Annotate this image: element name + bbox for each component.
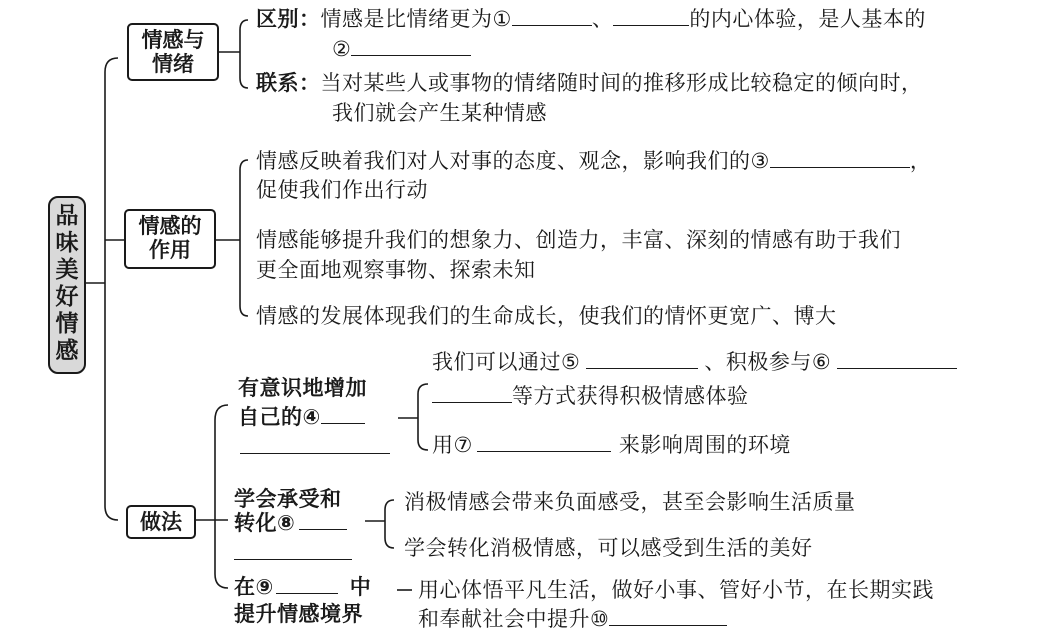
difference-label: 区别： [256,7,321,31]
blank-1b [613,3,689,26]
blank2-row [332,33,471,64]
sub2-item1: 消极情感会带来负面感受，甚至会影响生活质量 [404,490,856,514]
blank-7 [477,429,611,452]
blank-6b [432,380,512,403]
sub3-line2: 提升情感境界 [234,602,363,626]
blank-2 [351,33,471,56]
role-item2-line1: 情感能够提升我们的想象力、创造力，丰富、深刻的情感有助于我们 [256,228,901,252]
section2-title-line2: 作用 [149,238,191,262]
role-item1-line1: 情感反映着我们对人对事的态度、观念，影响我们的③ [256,149,770,173]
section2-node [124,209,216,269]
role-item3: 情感的发展体现我们的生命成长，使我们的情怀更宽广、博大 [256,304,837,328]
sub1-bracket [418,384,428,450]
sub1-item1-part1: 我们可以通过⑤ [432,350,581,374]
blank2-marker: ② [332,37,352,61]
sub1-item2-part2: 来影响周围的环境 [618,433,791,457]
blank-3 [770,145,910,168]
sub3-item-line1: 用心体悟平凡生活，做好小事、管好小节，在长期实践 [418,578,934,602]
sub2-line1: 学会承受和 [234,487,342,511]
section2-title-line1: 情感的 [138,214,202,238]
sub3-item-line2: 和奉献社会中提升⑩ [418,607,610,631]
role-item1-comma: ， [909,149,932,173]
blank-8b [234,537,352,560]
sub3-line1-part1: 在⑨ [234,575,274,599]
sub1-item1-part2: 、积极参与⑥ [704,350,832,374]
sub2-line2: 转化⑧ [234,511,296,535]
connection-line2: 我们就会产生某种情感 [332,101,547,125]
blank-6 [837,346,957,369]
connection-label: 联系： [256,71,321,95]
sub1-item2-row [432,429,791,460]
blank-1 [512,3,592,26]
blank-4 [321,401,365,424]
section3-node [126,505,196,539]
difference-text-part2: 的内心体验，是人基本的 [689,7,926,31]
sub2-item2: 学会转化消极情感，可以感受到生活的美好 [404,536,813,560]
difference-text-part1: 情感是比情绪更为① [320,7,512,31]
difference-separator: 、 [591,7,614,31]
role-item1-line2: 促使我们作出行动 [256,178,428,202]
sub1-line2-row [238,401,365,432]
sub1-item1-cont-row [432,380,749,411]
sub1-line1: 有意识地增加 [238,376,367,400]
blank-4b-row [240,431,390,462]
role-item1-row [256,145,931,176]
sub3-item-line2-row [418,603,727,634]
connection-row [256,68,923,98]
sub2-line2-row [234,507,347,538]
sub2-bracket [385,500,394,548]
blank-10 [609,603,727,626]
blank-9 [276,571,338,594]
sub1-item1-row [432,346,957,377]
blank-8b-row [234,537,352,568]
root-title: 品味美好情感 [55,203,79,364]
role-item2-line2: 更全面地观察事物、探索未知 [256,258,536,282]
sub1-line2: 自己的④ [238,405,321,429]
section1-title-line1: 情感与 [141,28,205,52]
main-trunk [105,58,118,520]
blank-5 [586,346,698,369]
difference-row [256,3,926,34]
section1-bracket [240,20,248,88]
sub1-item2-part1: 用⑦ [432,433,473,457]
section3-bracket [215,405,228,588]
blank-4b [240,431,390,454]
blank-8 [299,507,347,530]
section1-node [127,23,219,81]
root-node [48,196,86,374]
section3-title: 做法 [140,510,182,534]
connection-line1: 当对某些人或事物的情绪随时间的推移形成比较稳定的倾向时， [320,71,923,95]
sub3-line1-row [234,571,371,602]
sub1-item1-part3: 等方式获得积极情感体验 [512,384,749,408]
section1-title-line2: 情绪 [152,52,194,76]
sub3-line1-part2: 中 [349,575,372,599]
section2-bracket [240,160,248,316]
